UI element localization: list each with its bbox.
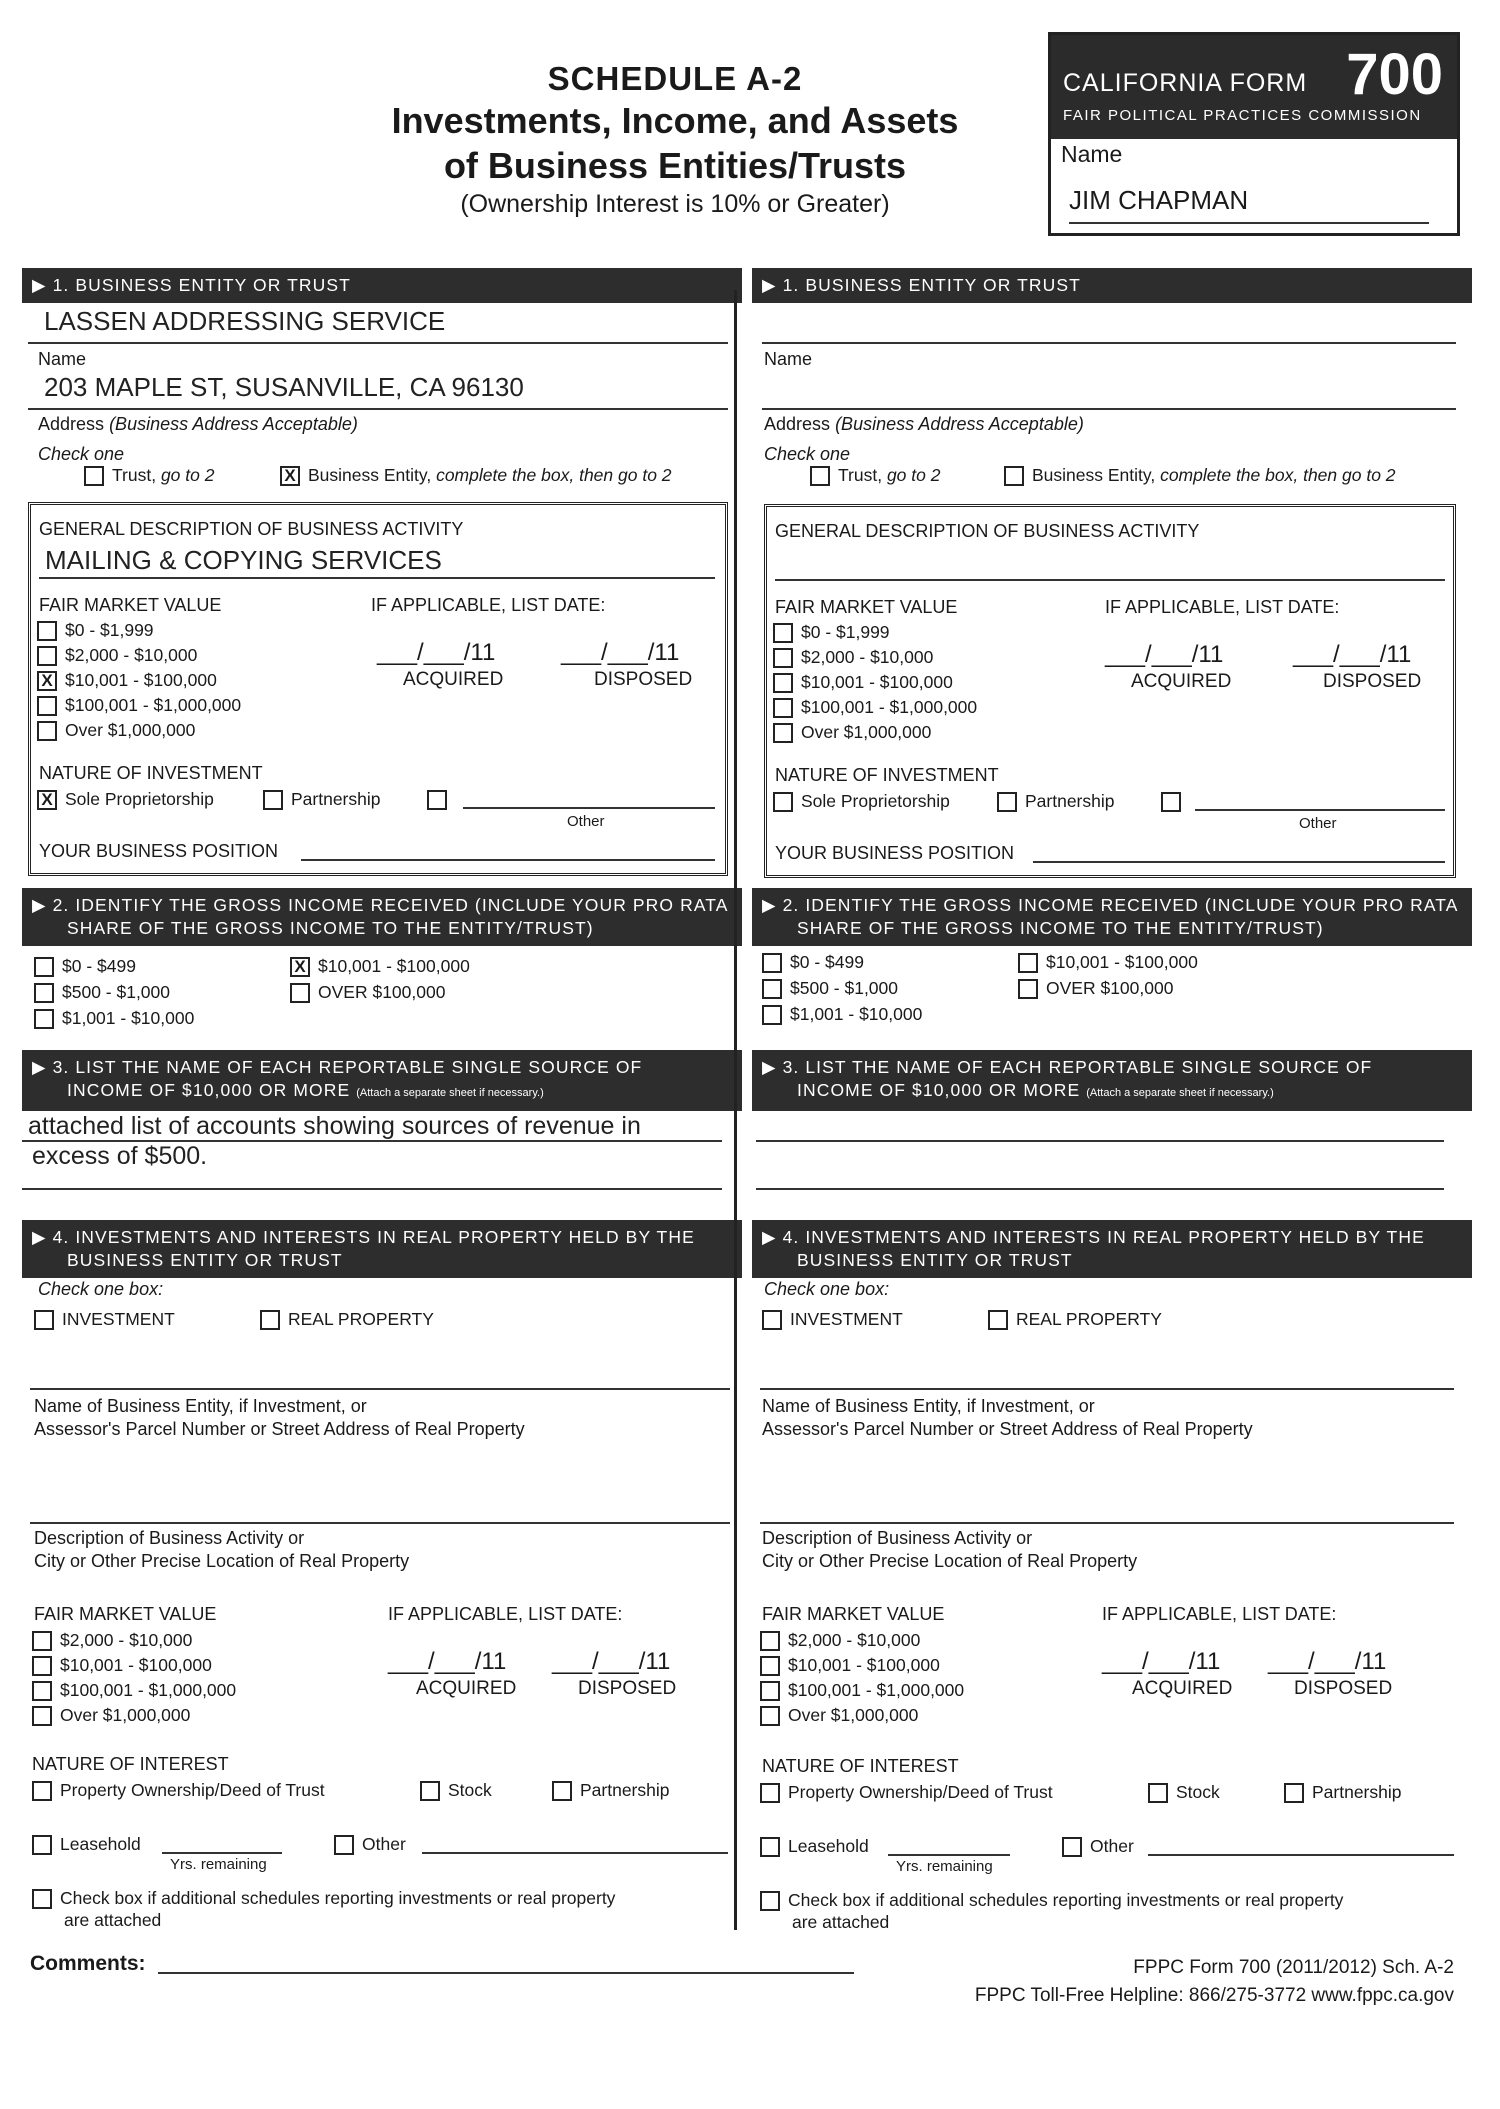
fmv-option-4-right[interactable]: $100,001 - $1,000,000	[773, 697, 977, 718]
yrs-remaining-label: Yrs. remaining	[170, 1856, 267, 1873]
fmv-checkbox-2[interactable]	[37, 646, 57, 666]
other-label: Other	[567, 813, 605, 830]
trust-option[interactable]: Trust, go to 2	[84, 465, 214, 486]
comments-label: Comments:	[30, 1952, 146, 1975]
fmv4-checkbox-3[interactable]	[32, 1681, 52, 1701]
other-line-s4[interactable]	[422, 1852, 728, 1854]
other-line-s4-right[interactable]	[1148, 1854, 1454, 1856]
disposed-label-right: DISPOSED	[1323, 671, 1422, 692]
income-line-1-right[interactable]	[756, 1140, 1444, 1142]
gi-checkbox-3-right[interactable]	[762, 1005, 782, 1025]
fmv4-checkbox-1[interactable]	[32, 1631, 52, 1651]
schedule-title: SCHEDULE A-2	[547, 60, 803, 97]
section-1-header-right: ▶ 1. BUSINESS ENTITY OR TRUST	[752, 268, 1472, 303]
fmv-option-4[interactable]: $100,001 - $1,000,000	[37, 695, 241, 716]
entity-name-field[interactable]: LASSEN ADDRESSING SERVICE	[44, 306, 446, 336]
list-date-label: IF APPLICABLE, LIST DATE:	[371, 595, 606, 615]
other-checkbox-s4[interactable]	[334, 1835, 354, 1855]
investment-option-right[interactable]: INVESTMENT	[762, 1309, 903, 1330]
additional-schedules-checkbox[interactable]	[32, 1889, 52, 1909]
income-source-line-1[interactable]: attached list of accounts showing sources of revenue in	[28, 1112, 641, 1140]
trust-option-right[interactable]: Trust, go to 2	[810, 465, 940, 486]
fmv-label-s4-right: FAIR MARKET VALUE	[762, 1604, 945, 1624]
gi-option-1-right[interactable]: $0 - $499	[762, 952, 864, 973]
name-label: Name	[38, 349, 87, 369]
check-one-box-label-right: Check one box:	[764, 1279, 890, 1299]
acquired-date-field[interactable]: ___/___/11	[377, 639, 496, 666]
other-line	[463, 807, 715, 809]
fmv-checkbox-3[interactable]: X	[37, 671, 57, 691]
fmv-checkbox-2-right[interactable]	[773, 648, 793, 668]
nature-interest-label-right: NATURE OF INTEREST	[762, 1756, 959, 1776]
description-line-s4-right[interactable]	[760, 1522, 1454, 1524]
disposed-label-s4-right: DISPOSED	[1294, 1678, 1393, 1699]
disposed-date-field-s4-right[interactable]: ___/___/11	[1268, 1648, 1387, 1675]
additional-schedules-checkbox-right[interactable]	[760, 1891, 780, 1911]
fmv-option-3[interactable]: X $10,001 - $100,000	[37, 670, 217, 691]
leasehold-checkbox[interactable]	[32, 1835, 52, 1855]
disposed-date-field-right[interactable]: ___/___/11	[1293, 641, 1412, 668]
gi-checkbox-1[interactable]	[34, 957, 54, 977]
form-id-box	[1048, 32, 1460, 236]
name-entity-label-2-right: Assessor's Parcel Number or Street Address of Real Property	[762, 1419, 1253, 1439]
address-label: Address (Business Address Acceptable)	[38, 414, 358, 434]
acquired-label-right: ACQUIRED	[1131, 671, 1232, 692]
check-one-label-right: Check one	[764, 444, 851, 464]
gi-option-5-right[interactable]: OVER $100,000	[1018, 978, 1173, 999]
fmv-checkbox-5[interactable]	[37, 721, 57, 741]
gi-checkbox-5[interactable]	[290, 983, 310, 1003]
fmv-checkbox-5-right[interactable]	[773, 723, 793, 743]
partnership-checkbox-s4[interactable]	[552, 1781, 572, 1801]
gi-checkbox-5-right[interactable]	[1018, 979, 1038, 999]
other-checkbox[interactable]	[427, 790, 447, 810]
gi-option-3-right[interactable]: $1,001 - $10,000	[762, 1004, 922, 1025]
prop-own-option[interactable]: Property Ownership/Deed of Trust	[32, 1780, 325, 1801]
other-option[interactable]	[427, 789, 455, 810]
fmv-label: FAIR MARKET VALUE	[39, 595, 222, 615]
fmv4-option-4-right[interactable]: Over $1,000,000	[760, 1705, 918, 1726]
title-line-2: of Business Entities/Trusts	[443, 145, 907, 186]
disposed-date-field-s4[interactable]: ___/___/11	[552, 1648, 671, 1675]
comments-line[interactable]	[158, 1972, 854, 1974]
partnership-option-right[interactable]: Partnership	[997, 791, 1115, 812]
address-line	[28, 408, 728, 410]
other-label-right: Other	[1299, 815, 1337, 832]
form-id-header	[1051, 35, 1457, 139]
section-3-header: ▶ 3. LIST THE NAME OF EACH REPORTABLE SINGLE SOURCE OF INCOME OF $10,000 OR MORE (Attach a separate sheet if necessary.)	[22, 1050, 742, 1111]
fmv-option-1-right[interactable]: $0 - $1,999	[773, 622, 890, 643]
gen-desc-label-right: GENERAL DESCRIPTION OF BUSINESS ACTIVITY	[775, 521, 1200, 541]
gi-checkbox-3[interactable]	[34, 1009, 54, 1029]
business-position-line[interactable]	[301, 859, 715, 861]
section-2-header-right: ▶ 2. IDENTIFY THE GROSS INCOME RECEIVED (INCLUDE YOUR PRO RATA SHARE OF THE GROSS INCOME TO THE ENTITY/TRUST)	[752, 888, 1472, 946]
stock-checkbox[interactable]	[420, 1781, 440, 1801]
other-option-s4[interactable]: Other	[334, 1834, 406, 1855]
nature-investment-label-right: NATURE OF INVESTMENT	[775, 765, 999, 785]
form-id-label: FPPC Form 700 (2011/2012) Sch. A-2	[1133, 1957, 1454, 1978]
stock-option[interactable]: Stock	[420, 1780, 492, 1801]
fmv-option-3-right[interactable]: $10,001 - $100,000	[773, 672, 953, 693]
entity-name-line-s4[interactable]	[30, 1388, 730, 1390]
business-position-label: YOUR BUSINESS POSITION	[39, 841, 279, 861]
address-line-right[interactable]	[762, 408, 1456, 410]
section-4-header-right: ▶ 4. INVESTMENTS AND INTERESTS IN REAL PROPERTY HELD BY THE BUSINESS ENTITY OR TRUST	[752, 1220, 1472, 1278]
fmv4-checkbox-2-right[interactable]	[760, 1656, 780, 1676]
partnership-option-s4[interactable]: Partnership	[552, 1780, 670, 1801]
income-line-2	[22, 1188, 722, 1190]
right-column	[752, 264, 1472, 1934]
fmv-checkbox-3-right[interactable]	[773, 673, 793, 693]
trust-checkbox[interactable]	[84, 466, 104, 486]
form-label: CALIFORNIA FORM	[1063, 69, 1308, 97]
additional-schedules-option-right[interactable]: Check box if additional schedules reporting investments or real property	[760, 1890, 1343, 1911]
disposed-date-field[interactable]: ___/___/11	[561, 639, 680, 666]
gi-option-4[interactable]: X $10,001 - $100,000	[290, 956, 470, 977]
gi-checkbox-2-right[interactable]	[762, 979, 782, 999]
business-entity-checkbox-right[interactable]	[1004, 466, 1024, 486]
gi-option-1[interactable]: $0 - $499	[34, 956, 136, 977]
column-divider-left	[734, 290, 737, 1930]
fmv4-checkbox-4-right[interactable]	[760, 1706, 780, 1726]
fmv-label-right: FAIR MARKET VALUE	[775, 597, 958, 617]
fmv4-checkbox-3-right[interactable]	[760, 1681, 780, 1701]
income-line-2-right[interactable]	[756, 1188, 1444, 1190]
business-position-label-right: YOUR BUSINESS POSITION	[775, 843, 1015, 863]
real-property-checkbox-right[interactable]	[988, 1310, 1008, 1330]
gi-option-3[interactable]: $1,001 - $10,000	[34, 1008, 194, 1029]
desc-label-2-right: City or Other Precise Location of Real Property	[762, 1551, 1138, 1571]
entity-name-line	[28, 342, 728, 344]
address-label-right: Address (Business Address Acceptable)	[764, 414, 1084, 434]
fmv4-option-3-right[interactable]: $100,001 - $1,000,000	[760, 1680, 964, 1701]
check-one-label: Check one	[38, 444, 125, 464]
desc-label-2: City or Other Precise Location of Real Property	[34, 1551, 410, 1571]
other-line-right[interactable]	[1195, 809, 1445, 811]
form-number: 700	[1346, 42, 1443, 107]
name-entity-label-1-right: Name of Business Entity, if Investment, or	[762, 1396, 1095, 1416]
title-line-1: Investments, Income, and Assets	[391, 100, 959, 141]
business-detail-box-right	[764, 504, 1456, 878]
partnership-option[interactable]: Partnership	[263, 789, 381, 810]
list-date-label-s4: IF APPLICABLE, LIST DATE:	[388, 1604, 623, 1624]
description-line-s4[interactable]	[30, 1522, 730, 1524]
fmv-checkbox-4-right[interactable]	[773, 698, 793, 718]
gi-option-5[interactable]: OVER $100,000	[290, 982, 445, 1003]
other-checkbox-right[interactable]	[1161, 792, 1181, 812]
partnership-checkbox-right[interactable]	[997, 792, 1017, 812]
investment-checkbox[interactable]	[34, 1310, 54, 1330]
leasehold-option[interactable]: Leasehold	[32, 1834, 141, 1855]
gi-checkbox-2[interactable]	[34, 983, 54, 1003]
section-1-header: ▶ 1. BUSINESS ENTITY OR TRUST	[22, 268, 742, 303]
title-subtitle: (Ownership Interest is 10% or Greater)	[460, 190, 890, 218]
entity-address-field[interactable]: 203 MAPLE ST, SUSANVILLE, CA 96130	[44, 372, 524, 402]
section-2-header: ▶ 2. IDENTIFY THE GROSS INCOME RECEIVED (INCLUDE YOUR PRO RATA SHARE OF THE GROSS INCOME TO THE ENTITY/TRUST)	[22, 888, 742, 946]
section-3-header-right: ▶ 3. LIST THE NAME OF EACH REPORTABLE SINGLE SOURCE OF INCOME OF $10,000 OR MORE (Attach a separate sheet if necessary.)	[752, 1050, 1472, 1111]
sole-prop-option-right[interactable]: Sole Proprietorship	[773, 791, 950, 812]
fmv4-option-4[interactable]: Over $1,000,000	[32, 1705, 190, 1726]
gi-option-4-right[interactable]: $10,001 - $100,000	[1018, 952, 1198, 973]
acquired-date-field-s4[interactable]: ___/___/11	[388, 1648, 507, 1675]
filer-name-field[interactable]: JIM CHAPMAN	[1069, 185, 1429, 224]
business-detail-box	[28, 502, 728, 876]
partnership-option-s4-right[interactable]: Partnership	[1284, 1782, 1402, 1803]
fmv-label-s4: FAIR MARKET VALUE	[34, 1604, 217, 1624]
gi-option-2-right[interactable]: $500 - $1,000	[762, 978, 898, 999]
investment-option[interactable]: INVESTMENT	[34, 1309, 175, 1330]
acquired-label: ACQUIRED	[403, 669, 504, 690]
sole-prop-checkbox[interactable]: X	[37, 790, 57, 810]
business-entity-option-right[interactable]: Business Entity, complete the box, then go to 2	[1004, 465, 1396, 486]
acquired-label-s4-right: ACQUIRED	[1132, 1678, 1233, 1699]
business-position-line-right[interactable]	[1033, 861, 1445, 863]
yrs-remaining-label-right: Yrs. remaining	[896, 1858, 993, 1875]
business-activity-field[interactable]: MAILING & COPYING SERVICES	[45, 545, 442, 575]
business-entity-checkbox[interactable]: X	[280, 466, 300, 486]
business-entity-option[interactable]: X Business Entity, complete the box, then go to 2	[280, 465, 672, 486]
other-option-s4-right[interactable]: Other	[1062, 1836, 1134, 1857]
form-title-block	[330, 60, 1020, 220]
gi-checkbox-1-right[interactable]	[762, 953, 782, 973]
leasehold-checkbox-right[interactable]	[760, 1837, 780, 1857]
name-label-right: Name	[764, 349, 813, 369]
prop-own-checkbox-right[interactable]	[760, 1783, 780, 1803]
desc-label-1: Description of Business Activity or	[34, 1528, 305, 1548]
desc-label-1-right: Description of Business Activity or	[762, 1528, 1033, 1548]
sole-prop-checkbox-right[interactable]	[773, 792, 793, 812]
list-date-label-s4-right: IF APPLICABLE, LIST DATE:	[1102, 1604, 1337, 1624]
stock-option-right[interactable]: Stock	[1148, 1782, 1220, 1803]
gi-option-2[interactable]: $500 - $1,000	[34, 982, 170, 1003]
activity-line-right[interactable]	[775, 579, 1445, 581]
trust-checkbox-right[interactable]	[810, 466, 830, 486]
fmv4-option-2-right[interactable]: $10,001 - $100,000	[760, 1655, 940, 1676]
partnership-checkbox[interactable]	[263, 790, 283, 810]
real-property-option[interactable]: REAL PROPERTY	[260, 1309, 434, 1330]
real-property-option-right[interactable]: REAL PROPERTY	[988, 1309, 1162, 1330]
additional-schedules-option[interactable]: Check box if additional schedules reporting investments or real property	[32, 1888, 615, 1909]
fmv-checkbox-1-right[interactable]	[773, 623, 793, 643]
filer-name-label: Name	[1061, 141, 1123, 167]
real-property-checkbox[interactable]	[260, 1310, 280, 1330]
other-option-right[interactable]	[1161, 791, 1189, 812]
fmv-option-5[interactable]: Over $1,000,000	[37, 720, 195, 741]
fmv4-checkbox-4[interactable]	[32, 1706, 52, 1726]
list-date-label-right: IF APPLICABLE, LIST DATE:	[1105, 597, 1340, 617]
name-entity-label-1: Name of Business Entity, if Investment, or	[34, 1396, 367, 1416]
other-checkbox-s4-right[interactable]	[1062, 1837, 1082, 1857]
acquired-date-field-s4-right[interactable]: ___/___/11	[1102, 1648, 1221, 1675]
fmv-option-2-right[interactable]: $2,000 - $10,000	[773, 647, 933, 668]
additional-schedules-label-2-right: are attached	[792, 1912, 890, 1932]
commission-label: FAIR POLITICAL PRACTICES COMMISSION	[1063, 107, 1422, 124]
stock-checkbox-right[interactable]	[1148, 1783, 1168, 1803]
disposed-label-s4: DISPOSED	[578, 1678, 677, 1699]
helpline-label: FPPC Toll-Free Helpline: 866/275-3772 www.fppc.ca.gov	[974, 1985, 1454, 2006]
fmv-option-1[interactable]: $0 - $1,999	[37, 620, 154, 641]
fmv-checkbox-1[interactable]	[37, 621, 57, 641]
acquired-label-s4: ACQUIRED	[416, 1678, 517, 1699]
fmv4-option-3[interactable]: $100,001 - $1,000,000	[32, 1680, 236, 1701]
fmv-option-5-right[interactable]: Over $1,000,000	[773, 722, 931, 743]
disposed-label: DISPOSED	[594, 669, 693, 690]
name-entity-label-2: Assessor's Parcel Number or Street Address of Real Property	[34, 1419, 525, 1439]
left-column	[22, 264, 742, 1934]
fmv4-option-1-right[interactable]: $2,000 - $10,000	[760, 1630, 920, 1651]
fmv4-option-1[interactable]: $2,000 - $10,000	[32, 1630, 192, 1651]
fmv4-option-2[interactable]: $10,001 - $100,000	[32, 1655, 212, 1676]
gi-checkbox-4[interactable]: X	[290, 957, 310, 977]
fmv4-checkbox-1-right[interactable]	[760, 1631, 780, 1651]
gen-desc-label: GENERAL DESCRIPTION OF BUSINESS ACTIVITY	[39, 519, 464, 539]
prop-own-checkbox[interactable]	[32, 1781, 52, 1801]
acquired-date-field-right[interactable]: ___/___/11	[1105, 641, 1224, 668]
leasehold-option-right[interactable]: Leasehold	[760, 1836, 869, 1857]
yrs-remaining-line-right[interactable]	[888, 1854, 1010, 1856]
yrs-remaining-line[interactable]	[162, 1852, 282, 1854]
activity-line	[39, 577, 715, 579]
fmv-checkbox-4[interactable]	[37, 696, 57, 716]
prop-own-option-right[interactable]: Property Ownership/Deed of Trust	[760, 1782, 1053, 1803]
income-source-line-2[interactable]: excess of $500.	[32, 1142, 208, 1170]
additional-schedules-label-2: are attached	[64, 1910, 162, 1930]
gi-checkbox-4-right[interactable]	[1018, 953, 1038, 973]
entity-name-line-s4-right[interactable]	[760, 1388, 1454, 1390]
check-one-box-label: Check one box:	[38, 1279, 164, 1299]
section-4-header: ▶ 4. INVESTMENTS AND INTERESTS IN REAL PROPERTY HELD BY THE BUSINESS ENTITY OR TRUST	[22, 1220, 742, 1278]
nature-interest-label: NATURE OF INTEREST	[32, 1754, 229, 1774]
nature-investment-label: NATURE OF INVESTMENT	[39, 763, 263, 783]
partnership-checkbox-s4-right[interactable]	[1284, 1783, 1304, 1803]
fmv4-checkbox-2[interactable]	[32, 1656, 52, 1676]
investment-checkbox-right[interactable]	[762, 1310, 782, 1330]
fmv-option-2[interactable]: $2,000 - $10,000	[37, 645, 197, 666]
entity-name-line-right[interactable]	[762, 342, 1456, 344]
sole-prop-option[interactable]: X Sole Proprietorship	[37, 789, 214, 810]
